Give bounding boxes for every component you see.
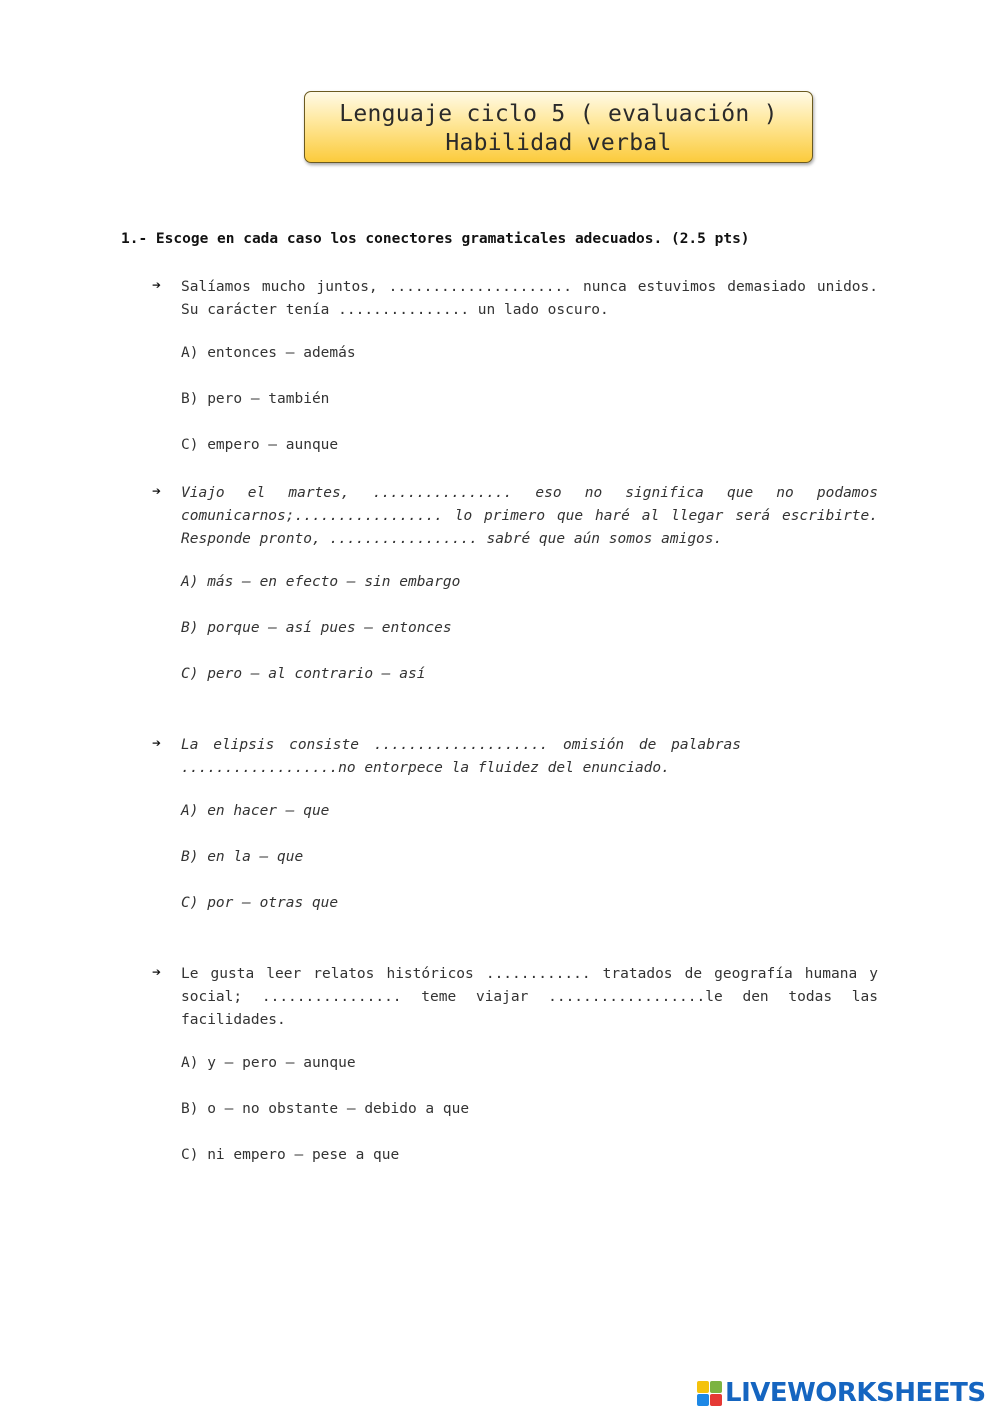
question-item-1 (152, 276, 878, 322)
logo-square (697, 1394, 709, 1406)
option-c[interactable]: C) por – otras que (181, 895, 339, 911)
liveworksheets-logo (697, 1378, 995, 1410)
item-stem: Le gusta leer relatos históricos ............ tratados de geografía humana y social; ................ teme viajar ..................le den todas las facilidades. (181, 966, 878, 1028)
question-heading: 1.- Escoge en cada caso los conectores gramaticales adecuados. (2.5 pts) (121, 231, 750, 247)
item-stem: La elipsis consiste .................... omisión de palabras ..................no entorpece la fluidez del enunciado. (181, 737, 741, 776)
item-stem: Viajo el martes, ................ eso no significa que no podamos comunicarnos;................. lo primero que haré al llegar será escribirte. Responde pronto, ................. sabré que aún somos amigos. (181, 485, 878, 547)
item-stem: Salíamos mucho juntos, ..................... nunca estuvimos demasiado unidos. Su carácter tenía ............... un lado oscuro. (181, 279, 878, 318)
option-a[interactable]: A) y – pero – aunque (181, 1055, 356, 1071)
title-line-1: Lenguaje ciclo 5 ( evaluación ) (339, 101, 778, 127)
arrow-right-icon: ➔ (152, 482, 162, 500)
arrow-right-icon: ➔ (152, 963, 162, 981)
option-b[interactable]: B) en la – que (181, 849, 304, 865)
logo-square (710, 1381, 722, 1393)
logo-square (710, 1394, 722, 1406)
title-line-2: Habilidad verbal (445, 130, 672, 156)
logo-square (697, 1381, 709, 1393)
option-b[interactable]: B) o – no obstante – debido a que (181, 1101, 470, 1117)
option-b[interactable]: B) pero – también (181, 391, 330, 407)
arrow-right-icon: ➔ (152, 276, 162, 294)
option-a[interactable]: A) en hacer – que (181, 803, 330, 819)
question-item-3 (152, 734, 878, 780)
option-c[interactable]: C) empero – aunque (181, 437, 339, 453)
logo-mark-icon (697, 1381, 723, 1407)
option-a[interactable]: A) más – en efecto – sin embargo (181, 574, 461, 590)
option-a[interactable]: A) entonces – además (181, 345, 356, 361)
title-box (304, 91, 813, 163)
option-c[interactable]: C) pero – al contrario – así (181, 666, 426, 682)
question-item-4 (152, 963, 878, 1032)
logo-text: LIVEWORKSHEETS (725, 1378, 986, 1408)
option-c[interactable]: C) ni empero – pese a que (181, 1147, 400, 1163)
option-b[interactable]: B) porque – así pues – entonces (181, 620, 452, 636)
question-item-2 (152, 482, 878, 551)
arrow-right-icon: ➔ (152, 734, 162, 752)
